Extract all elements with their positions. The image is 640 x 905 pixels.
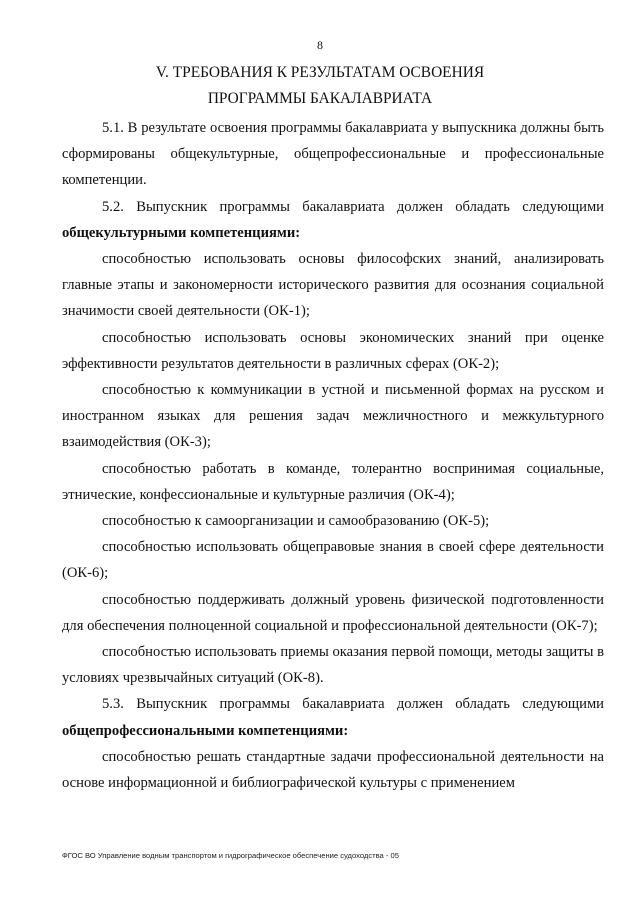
section-heading: [60, 60, 580, 112]
page-footer: ФГОС ВО Управление водным транспортом и гидрографическое обеспечение судоходства - 05: [62, 851, 399, 860]
section-heading-line-1: V. ТРЕБОВАНИЯ К РЕЗУЛЬТАТАМ ОСВОЕНИЯ: [155, 64, 485, 81]
competency-ok-5: способностью к самоорганизации и самообразованию (ОК-5);: [102, 513, 490, 530]
paragraph-5-2: [62, 194, 604, 246]
competency-ok-6: способностью использовать общеправовые знания в своей сфере деятельности (ОК-6);: [62, 539, 604, 582]
document-body: [62, 115, 604, 796]
competency-opk-1-start: способностью решать стандартные задачи профессиональной деятельности на основе информационной и библиографической культуры с применением: [62, 748, 604, 792]
page-number: 8: [317, 38, 323, 52]
paragraph-5-2-text: 5.2. Выпускник программы бакалавриата должен обладать следующими: [102, 198, 604, 215]
general-professional-competencies-label: общепрофессиональными компетенциями:: [62, 722, 349, 739]
competency-ok-2: способностью использовать основы экономических знаний при оценке эффективности результатов деятельности в различных сферах (ОК-2);: [62, 329, 604, 372]
competency-ok-4: способностью работать в команде, толерантно воспринимая социальные, этнические, конфессиональные и культурные различия (ОК-4);: [62, 460, 604, 503]
paragraph-5-3: [62, 691, 604, 743]
section-heading-line-2: ПРОГРАММЫ БАКАЛАВРИАТА: [207, 90, 433, 107]
paragraph-5-3-text: 5.3. Выпускник программы бакалавриата должен обладать следующими: [102, 696, 604, 713]
competency-ok-1: способностью использовать основы философских знаний, анализировать главные этапы и закономерности исторического развития для осознания социальной значимости своей деятельности (ОК-1);: [62, 251, 604, 320]
competency-ok-7: способностью поддерживать должный уровень физической подготовленности для обеспечения полноценной социальной и профессиональной деятельности (ОК-7);: [62, 591, 604, 634]
general-cultural-competencies-label: общекультурными компетенциями:: [62, 224, 301, 241]
competency-ok-3: способностью к коммуникации в устной и письменной формах на русском и иностранном языках для решения задач межличностного и межкультурного взаимодействия (ОК-3);: [62, 382, 604, 451]
paragraph-5-1: 5.1. В результате освоения программы бакалавриата у выпускника должны быть сформированы общекультурные, общепрофессиональные и профессиональные компетенции.: [62, 120, 604, 189]
competency-ok-8: способностью использовать приемы оказания первой помощи, методы защиты в условиях чрезвычайных ситуаций (ОК-8).: [62, 644, 604, 687]
